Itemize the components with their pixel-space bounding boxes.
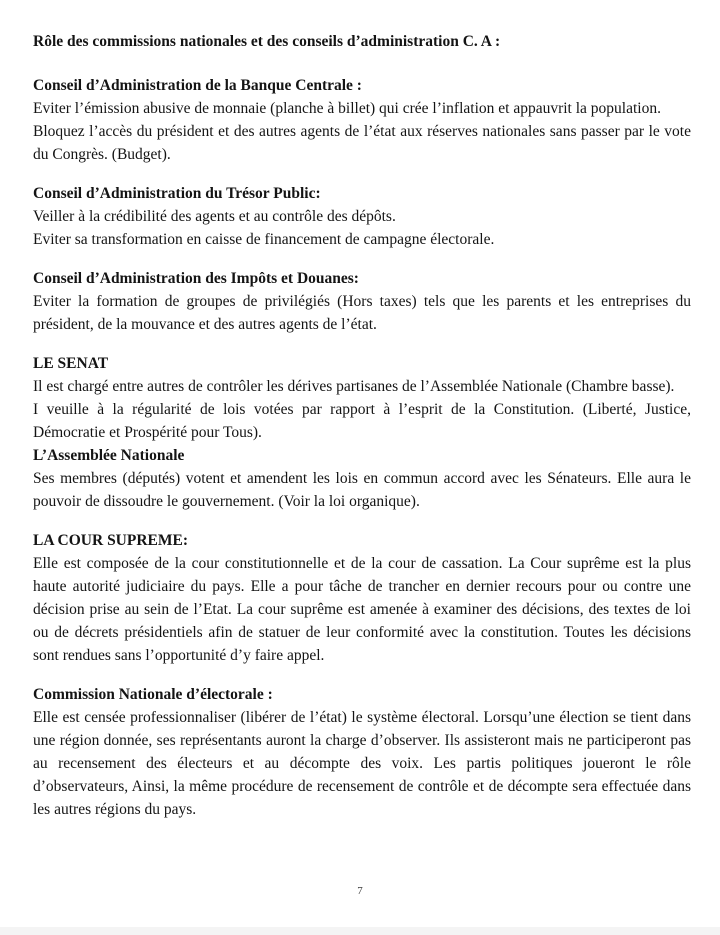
section-6 xyxy=(33,529,691,667)
document-title: Rôle des commissions nationales et des conseils d’administration C. A : xyxy=(33,33,501,50)
section-paragraph: Elle est censée professionnaliser (libérer de l’état) le système électoral. Lorsqu’une élection se tient dans une région donnée, ses représentants auront la charge d’observer. Ils assisteront mais ne participeront pas au recensement des électeurs et au décompte des voix. Les partis politiques joueront le rôle d’observateurs, Ainsi, la même procédure de recensement de contrôle et de décompte sera effectuée dans les autres régions du pays. xyxy=(33,709,691,818)
section-paragraph: Eviter la formation de groupes de privilégiés (Hors taxes) tels que les parents et les entreprises du président, de la mouvance et des autres agents de l’état. xyxy=(33,293,691,333)
document-content xyxy=(33,74,691,821)
viewport-bottom-edge xyxy=(0,927,720,935)
section-2 xyxy=(33,182,691,251)
section-paragraph: Il est chargé entre autres de contrôler les dérives partisanes de l’Assemblée Nationale (Chambre basse). xyxy=(33,378,675,395)
section-paragraph: Eviter l’émission abusive de monnaie (planche à billet) qui crée l’inflation et appauvrit la population. xyxy=(33,100,661,117)
section-3 xyxy=(33,267,691,336)
section-heading: Conseil d’Administration des Impôts et Douanes: xyxy=(33,270,359,287)
section-1 xyxy=(33,74,691,166)
section-heading: Conseil d’Administration du Trésor Public: xyxy=(33,185,321,202)
section-paragraph: Ses membres (députés) votent et amendent les lois en commun accord avec les Sénateurs. Elle aura le pouvoir de dissoudre le gouvernement. (Voir la loi organique). xyxy=(33,470,691,510)
section-paragraph: Elle est composée de la cour constitutionnelle et de la cour de cassation. La Cour suprême est la plus haute autorité judiciaire du pays. Elle a pour tâche de trancher en dernier recours pour ou contre une décision prise au sein de l’Etat. La cour suprême est amenée à examiner des décisions, des textes de loi ou de décrets présidentiels afin de statuer de leur conformité avec la constitution. Toutes les décisions sont rendues sans l’opportunité d’y faire appel. xyxy=(33,555,691,664)
page-number: 7 xyxy=(357,885,363,897)
section-7 xyxy=(33,683,691,821)
section-heading: LE SENAT xyxy=(33,355,109,372)
section-heading: Conseil d’Administration de la Banque Centrale : xyxy=(33,77,362,94)
section-5 xyxy=(33,444,691,513)
section-4 xyxy=(33,352,691,444)
section-paragraph: I veuille à la régularité de lois votées par rapport à l’esprit de la Constitution. (Liberté, Justice, Démocratie et Prospérité pour Tous). xyxy=(33,401,691,441)
section-paragraph: Eviter sa transformation en caisse de financement de campagne électorale. xyxy=(33,231,495,248)
section-heading: Commission Nationale d’électorale : xyxy=(33,686,273,703)
section-paragraph: Veiller à la crédibilité des agents et au contrôle des dépôts. xyxy=(33,208,396,225)
section-heading: L’Assemblée Nationale xyxy=(33,447,185,464)
section-heading: LA COUR SUPREME: xyxy=(33,532,189,549)
section-paragraph: Bloquez l’accès du président et des autres agents de l’état aux réserves nationales sans passer par le vote du Congrès. (Budget). xyxy=(33,123,691,163)
